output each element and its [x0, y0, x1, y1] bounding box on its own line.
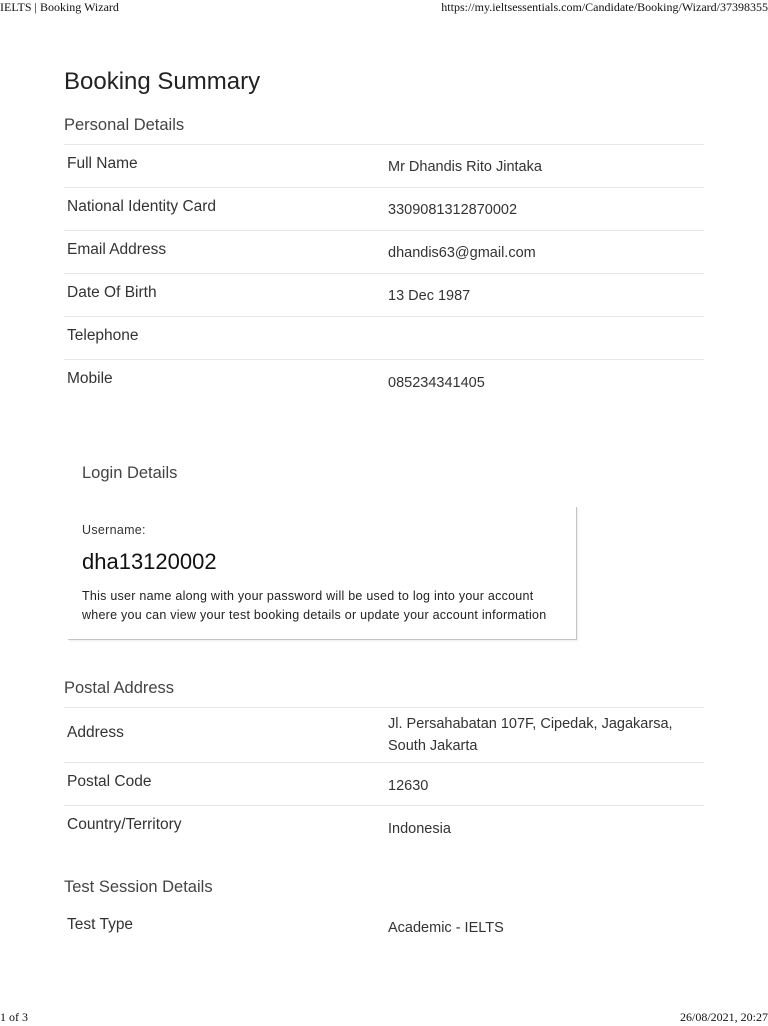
- login-details-card: [68, 507, 577, 640]
- table-row: [64, 359, 704, 403]
- page-title: Booking Summary: [64, 68, 261, 95]
- row-label: Date Of Birth: [67, 284, 157, 301]
- username-label: Username:: [82, 523, 146, 537]
- row-label: Test Type: [67, 916, 134, 933]
- address-line-1: Jl. Persahabatan 107F, Cipedak, Jagakarsa,: [388, 716, 673, 732]
- postal-address-table: [64, 707, 704, 848]
- username-note: This user name along with your password will be used to log into your account where you can view your test booking details or update your account information: [82, 589, 547, 622]
- row-value: Indonesia: [388, 821, 451, 837]
- table-row: [64, 707, 704, 762]
- personal-details-table: [64, 144, 704, 403]
- print-header: [0, 0, 768, 16]
- page-number: 1 of 3: [0, 1010, 28, 1024]
- print-header-url: https://my.ieltsessentials.com/Candidate/Booking/Wizard/37398355: [441, 0, 768, 14]
- row-value: 3309081312870002: [388, 202, 518, 218]
- section-title-postal-address: Postal Address: [64, 679, 175, 697]
- row-value: 12630: [388, 778, 429, 794]
- row-label: Postal Code: [67, 773, 152, 790]
- row-value: Academic - IELTS: [388, 920, 504, 936]
- row-value: Mr Dhandis Rito Jintaka: [388, 159, 542, 175]
- row-label: Full Name: [67, 155, 138, 172]
- address-line-2: South Jakarta: [388, 738, 478, 754]
- table-row: [64, 187, 704, 230]
- test-session-table: [64, 905, 704, 945]
- table-row: [64, 144, 704, 187]
- section-title-test-session: Test Session Details: [64, 878, 213, 896]
- row-label: Email Address: [67, 241, 167, 258]
- section-title-personal-details: Personal Details: [64, 116, 185, 134]
- table-row: [64, 805, 704, 848]
- table-row: [64, 762, 704, 805]
- row-value: [388, 713, 698, 757]
- table-row: [64, 273, 704, 316]
- table-row: [64, 905, 704, 945]
- username-value: dha13120002: [82, 549, 217, 574]
- row-label: Telephone: [67, 327, 139, 344]
- print-header-title: IELTS | Booking Wizard: [0, 0, 119, 14]
- row-value: dhandis63@gmail.com: [388, 245, 536, 261]
- row-label: Country/Territory: [67, 816, 182, 833]
- row-value: 085234341405: [388, 375, 485, 391]
- table-row: [64, 230, 704, 273]
- row-label: National Identity Card: [67, 198, 217, 215]
- section-title-login-details: Login Details: [82, 464, 178, 482]
- row-label: Mobile: [67, 370, 113, 387]
- row-label: Address: [67, 724, 124, 741]
- print-datetime: 26/08/2021, 20:27: [679, 1010, 768, 1024]
- table-row: [64, 316, 704, 359]
- row-value: 13 Dec 1987: [388, 288, 471, 304]
